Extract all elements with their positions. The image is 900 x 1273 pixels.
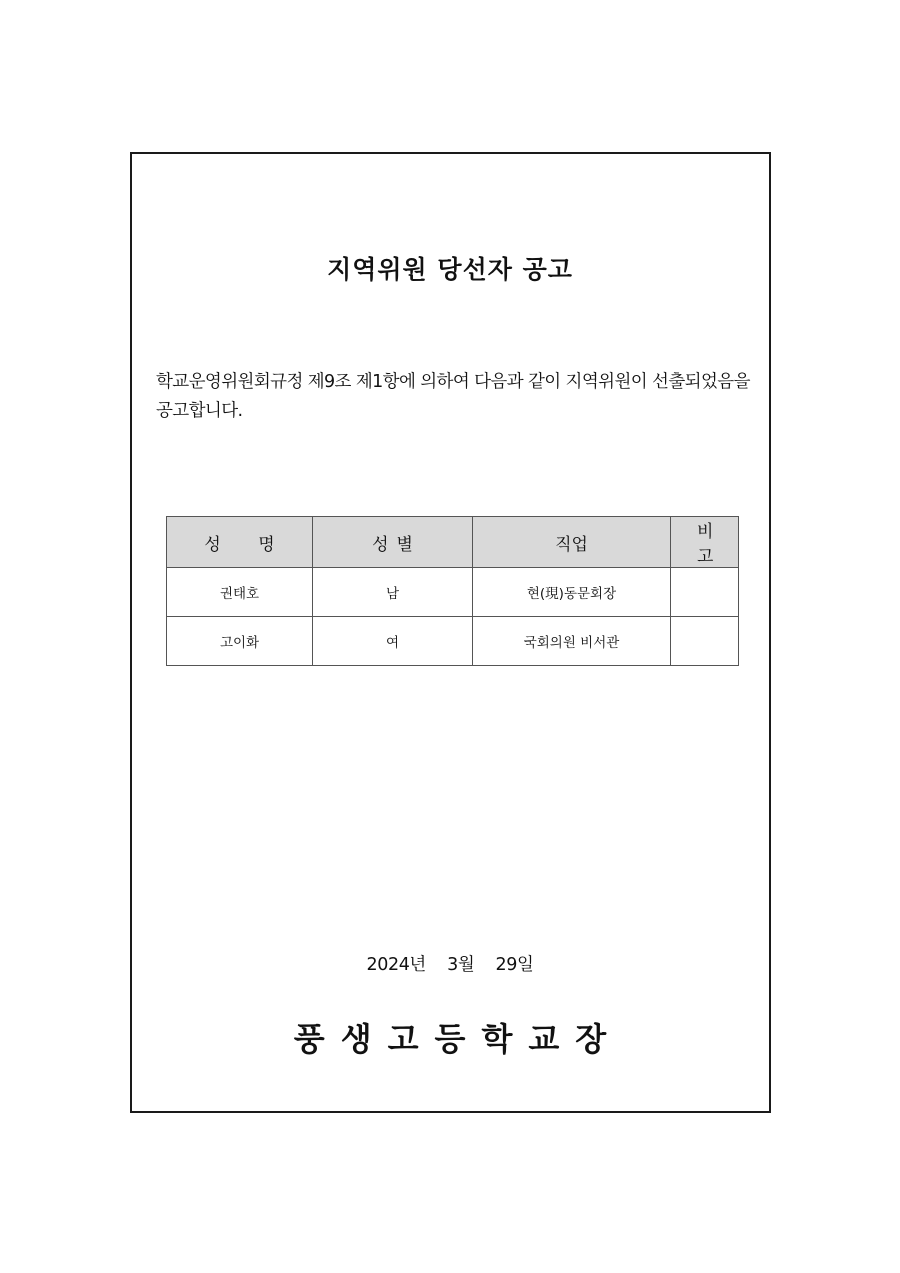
winners-table: [166, 516, 739, 666]
document-title: 지역위원 당선자 공고: [327, 255, 573, 284]
cell-name: 고이화: [167, 617, 313, 666]
header-gender: 성별: [313, 517, 473, 568]
table-row: [167, 617, 739, 666]
header-occupation: 직업: [473, 517, 671, 568]
cell-name: 권태호: [167, 568, 313, 617]
table-header-row: [167, 517, 739, 568]
cell-occupation: 현(現)동문회장: [473, 568, 671, 617]
cell-gender: 남: [313, 568, 473, 617]
notice-date: 2024년 3월 29일: [366, 955, 534, 975]
cell-remarks: [671, 568, 739, 617]
header-remarks: 비 고: [671, 517, 739, 568]
notice-body: 학교운영위원회규정 제9조 제1항에 의하여 다음과 같이 지역위원이 선출되었음을 공고합니다.: [156, 372, 750, 421]
table-row: [167, 568, 739, 617]
issuer-name: 풍생고등학교장: [293, 1020, 623, 1058]
cell-gender: 여: [313, 617, 473, 666]
header-name: 성 명: [167, 517, 313, 568]
cell-remarks: [671, 617, 739, 666]
cell-occupation: 국회의원 비서관: [473, 617, 671, 666]
